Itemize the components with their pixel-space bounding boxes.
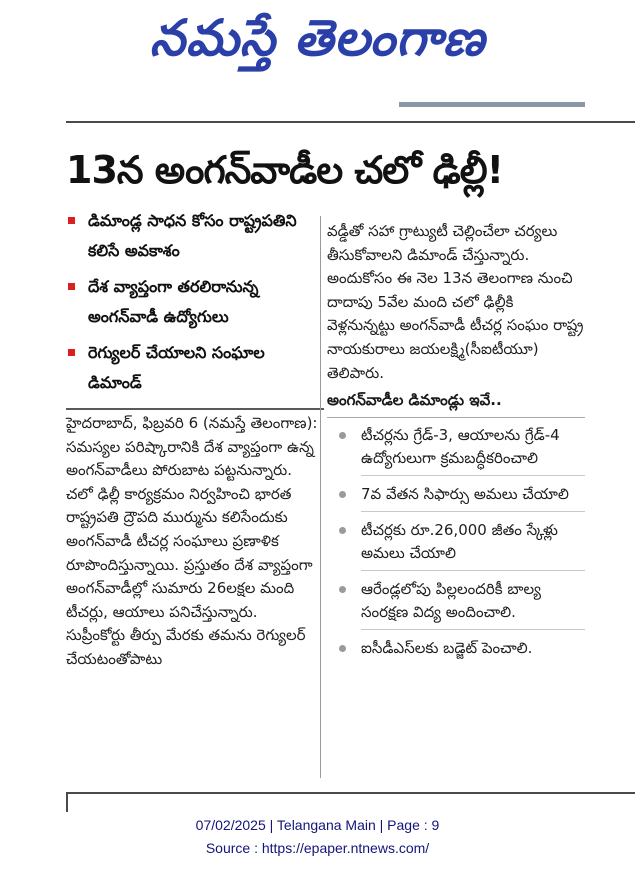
list-divider	[361, 570, 585, 571]
subhead-text: రెగ్యులర్ చేయాలని సంఘాల డిమాండ్	[88, 343, 265, 392]
demand-text: 7వ వేతన సిఫార్సు అమలు చేయాలి	[361, 485, 569, 504]
subhead-divider	[66, 408, 324, 410]
subhead-text: దేశ వ్యాప్తంగా తరలిరానున్న అంగన్‌వాడీ ఉద్యోగులు	[88, 277, 259, 326]
subhead-item	[66, 338, 318, 398]
subhead-item	[66, 272, 318, 332]
grey-dot-bullet-icon	[339, 432, 346, 439]
body-paragraph: హైదరాబాద్, ఫిబ్రవరి 6 (నమస్తే తెలంగాణ): సమస్యల పరిష్కారానికి దేశ వ్యాప్తంగా ఉన్న అంగన్‌వాడీలు పోరుబాట పట్టనున్నారు.	[66, 414, 318, 480]
subhead-text: డిమాండ్ల సాధన కోసం రాష్ట్రపతిని కలిసే అవకాశం	[88, 211, 297, 260]
subhead-item	[66, 206, 318, 266]
body-paragraph: చలో ఢిల్లీ కార్యక్రమం నిర్వహించి భారత రాష్ట్రపతి ద్రౌపది ముర్మును కలిసేందుకు అంగన్‌వాడీ టీచర్ల సంఘాలు ప్రణాళిక రూపొందిస్తున్నాయి. ప్రస్తుతం దేశ వ్యాప్తంగా అంగన్‌వాడీల్లో సుమారు 26లక్షల మంది టీచర్లు, ఆయాలు పనిచేస్తున్నారు. సుప్రీంకోర్టు తీర్పు మేరకు తమను రెగ్యులర్ చేయటంతోపాటు	[66, 484, 313, 668]
grey-dot-bullet-icon	[339, 586, 346, 593]
demands-heading: అంగన్‌వాడీల డిమాండ్లు ఇవే..	[327, 391, 502, 410]
list-item	[327, 483, 585, 512]
footer-source-link[interactable]: Source : https://epaper.ntnews.com/	[205, 840, 430, 856]
red-square-bullet-icon	[68, 217, 75, 224]
list-divider	[361, 511, 585, 512]
column-divider	[320, 216, 321, 778]
demand-text: ఐసీడీఎస్‌లకు బడ్జెట్ పెంచాలి.	[361, 639, 533, 658]
article-right-column	[327, 220, 585, 660]
list-divider	[361, 629, 585, 630]
masthead-rule	[399, 102, 585, 107]
red-square-bullet-icon	[68, 349, 75, 356]
newspaper-masthead: నమస్తే తెలంగాణ	[149, 9, 486, 67]
grey-dot-bullet-icon	[339, 527, 346, 534]
red-square-bullet-icon	[68, 283, 75, 290]
demands-divider	[327, 417, 585, 418]
grey-dot-bullet-icon	[339, 491, 346, 498]
article-top-rule	[66, 121, 635, 123]
article-left-column	[66, 206, 318, 672]
footer-edition-info: 07/02/2025 | Telangana Main | Page : 9	[195, 817, 440, 833]
list-item	[327, 519, 585, 571]
list-item	[327, 637, 585, 660]
body-paragraph: వడ్డీతో సహా గ్రాట్యుటీ చెల్లించేలా చర్యలు తీసుకోవాలని డిమాండ్ చేస్తున్నారు. అందుకోసం ఈ నెల 13న తెలంగాణ నుంచి దాదాపు 5వేల మంది చలో ఢిల్లీకి వెళ్లనున్నట్టు అంగన్‌వాడీ టీచర్ల సంఘం రాష్ట్ర నాయకురాలు జయలక్ష్మి(సీఐటీయూ) తెలిపారు.	[327, 222, 584, 382]
article-bottom-rule	[66, 792, 635, 794]
article-corner-rule	[66, 792, 68, 812]
grey-dot-bullet-icon	[339, 645, 346, 652]
list-item	[327, 424, 585, 476]
demand-text: టీచర్లకు రూ.26,000 జీతం స్కేళ్లు అమలు చేయాలి	[361, 521, 558, 563]
list-item	[327, 578, 585, 630]
demand-text: ఆరేండ్లలోపు పిల్లలందరికీ బాల్య సంరక్షణ విద్య అందించాలి.	[361, 580, 541, 622]
demand-text: టీచర్లను గ్రేడ్-3, ఆయాలను గ్రేడ్-4 ఉద్యోగులుగా క్రమబద్ధీకరించాలి	[361, 426, 560, 468]
article-headline: 13న అంగన్‌వాడీల చలో ఢిల్లీ!	[66, 148, 503, 192]
demands-list	[327, 424, 585, 660]
list-divider	[361, 475, 585, 476]
